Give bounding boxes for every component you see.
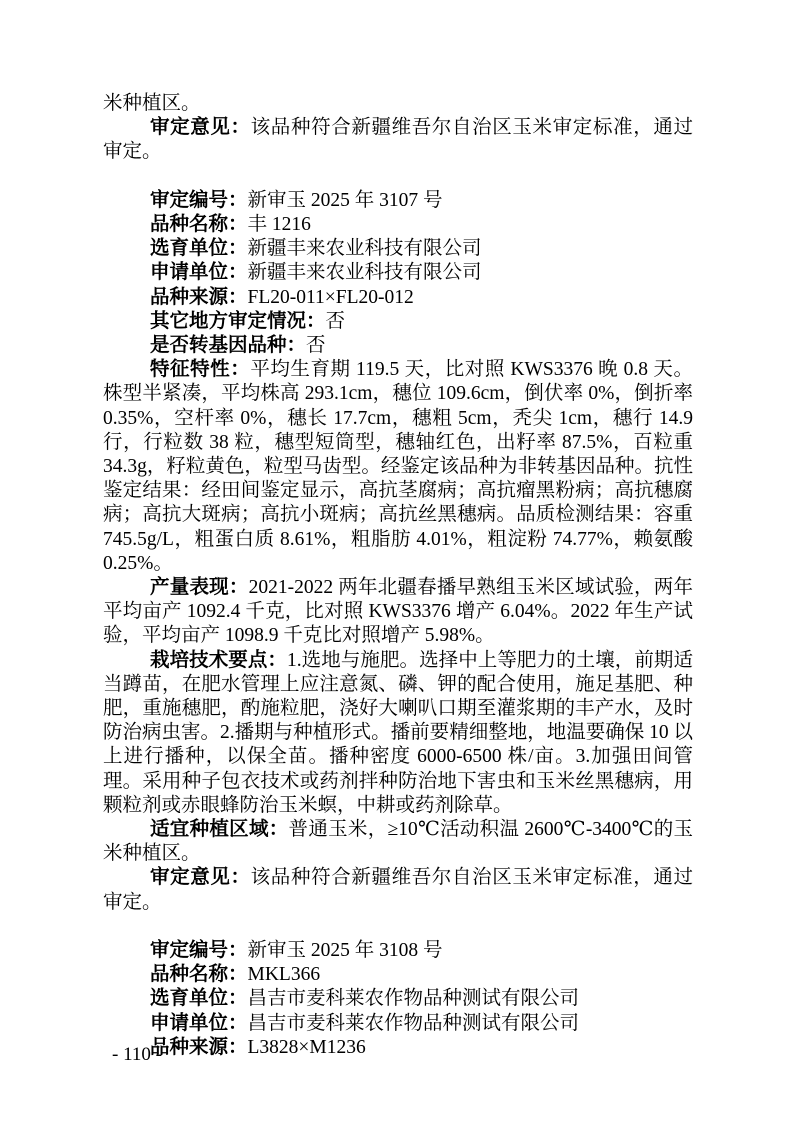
field-approval-opinion xyxy=(103,116,693,164)
field-approval-opinion xyxy=(103,866,693,914)
field-value: 米种植区。 xyxy=(103,93,201,114)
field-gmo-status xyxy=(103,334,693,358)
field-label: 申请单位： xyxy=(150,262,248,284)
field-value: 2021-2022 两年北疆春播早熟组玉米区域试验，两年平均亩产 1092.4 千克，比对照 KWS3376 增产 6.04%。2022 年生产试验，平均亩产 1098.9 千克比对照增产 5.98%。 xyxy=(103,577,693,647)
field-label: 审定编号： xyxy=(150,940,248,962)
field-breeder-unit xyxy=(103,987,693,1011)
document-body xyxy=(103,92,693,1060)
field-label: 特征特性： xyxy=(150,359,251,381)
field-variety-source xyxy=(103,286,693,310)
field-label: 审定编号： xyxy=(150,189,248,211)
field-variety-source xyxy=(103,1036,693,1060)
field-variety-name xyxy=(103,963,693,987)
field-value: 新审玉 2025 年 3108 号 xyxy=(247,940,443,962)
field-label: 适宜种植区域： xyxy=(150,819,289,841)
field-label: 品种来源： xyxy=(150,286,248,308)
field-approval-number xyxy=(103,939,693,963)
field-variety-name xyxy=(103,213,693,237)
field-value: 该品种符合新疆维吾尔自治区玉米审定标准，通过审定。 xyxy=(103,867,693,913)
field-value: 否 xyxy=(325,310,346,332)
field-label: 审定意见： xyxy=(150,867,251,889)
page-number: - 110 - xyxy=(112,1044,162,1065)
field-label: 申请单位： xyxy=(150,1012,248,1034)
field-value: 1.选地与施肥。选择中上等肥力的土壤，前期适当蹲苗，在肥水管理上应注意氮、磷、钾的配合使用，施足基肥、种肥，重施穗肥，酌施粒肥，浇好大喇叭口期至灌浆期的丰产水，及时防治病虫害。2.播期与种植形式。播前要精细整地，地温要确保 10 以上进行播种，以保全苗。播种密度 6000-6500 株/亩。3.加强田间管理。采用种子包衣技术或药剂拌种防治地下害虫和玉米丝黑穗病，用颗粒剂或赤眼蜂防治玉米螟，中耕或药剂除草。 xyxy=(103,649,693,816)
field-yield-performance xyxy=(103,576,693,649)
field-value: 否 xyxy=(306,335,326,357)
field-value: 新审玉 2025 年 3107 号 xyxy=(247,189,443,211)
field-label: 其它地方审定情况： xyxy=(150,310,326,332)
field-cultivation-key-points xyxy=(103,649,693,818)
field-label: 产量表现： xyxy=(150,577,249,599)
field-suitable-planting-region xyxy=(103,818,693,866)
field-other-region-approval xyxy=(103,310,693,334)
field-characteristics xyxy=(103,358,693,576)
field-label: 品种名称： xyxy=(150,214,248,235)
field-applicant-unit xyxy=(103,261,693,285)
field-approval-number xyxy=(103,189,693,213)
blank-line xyxy=(103,915,693,939)
field-value: 新疆丰来农业科技有限公司 xyxy=(247,262,482,284)
field-value: 昌吉市麦科莱农作物品种测试有限公司 xyxy=(247,1012,580,1034)
field-value: 平均生育期 119.5 天，比对照 KWS3376 晚 0.8 天。株型半紧凑，平均株高 293.1cm，穗位 109.6cm，倒伏率 0%，倒折率 0.35%，空杆率 0%，穗长 17.7cm，穗粗 5cm，秃尖 1cm，穗行 14.9 行，行粒数 38 粒，穗型短筒型，穗轴红色，出籽率 87.5%，百粒重 34.3g，籽粒黄色，粒型马齿型。经鉴定该品种为非转基因品种。抗性鉴定结果：经田间鉴定显示，高抗茎腐病；高抗瘤黑粉病；高抗穗腐病；高抗大斑病；高抗小斑病；高抗丝黑穗病。品质检测结果：容重 745.5g/L，粗蛋白质 8.61%，粗脂肪 4.01%，粗淀粉 74.77%，赖氨酸 0.25%。 xyxy=(103,359,693,574)
field-label: 品种名称： xyxy=(150,964,248,986)
field-label: 是否转基因品种： xyxy=(150,335,307,357)
field-value: L3828×M1236 xyxy=(247,1036,366,1058)
field-value: 普通玉米，≥10℃活动积温 2600℃-3400℃的玉米种植区。 xyxy=(103,819,693,865)
blank-line xyxy=(103,165,693,189)
field-value: FL20-011×FL20-012 xyxy=(247,286,414,308)
field-label: 选育单位： xyxy=(150,238,248,260)
field-label: 品种来源： xyxy=(150,1036,248,1058)
field-breeder-unit xyxy=(103,237,693,261)
field-value: 该品种符合新疆维吾尔自治区玉米审定标准，通过审定。 xyxy=(103,117,693,163)
field-value: 新疆丰来农业科技有限公司 xyxy=(247,238,482,260)
field-value: 丰 1216 xyxy=(247,214,311,235)
field-value: MKL366 xyxy=(247,964,321,986)
field-label: 审定意见： xyxy=(150,117,251,139)
field-label: 栽培技术要点： xyxy=(150,649,287,671)
continuation-text xyxy=(103,92,693,116)
field-label: 选育单位： xyxy=(150,988,248,1010)
field-value: 昌吉市麦科莱农作物品种测试有限公司 xyxy=(247,988,580,1010)
field-applicant-unit xyxy=(103,1012,693,1036)
